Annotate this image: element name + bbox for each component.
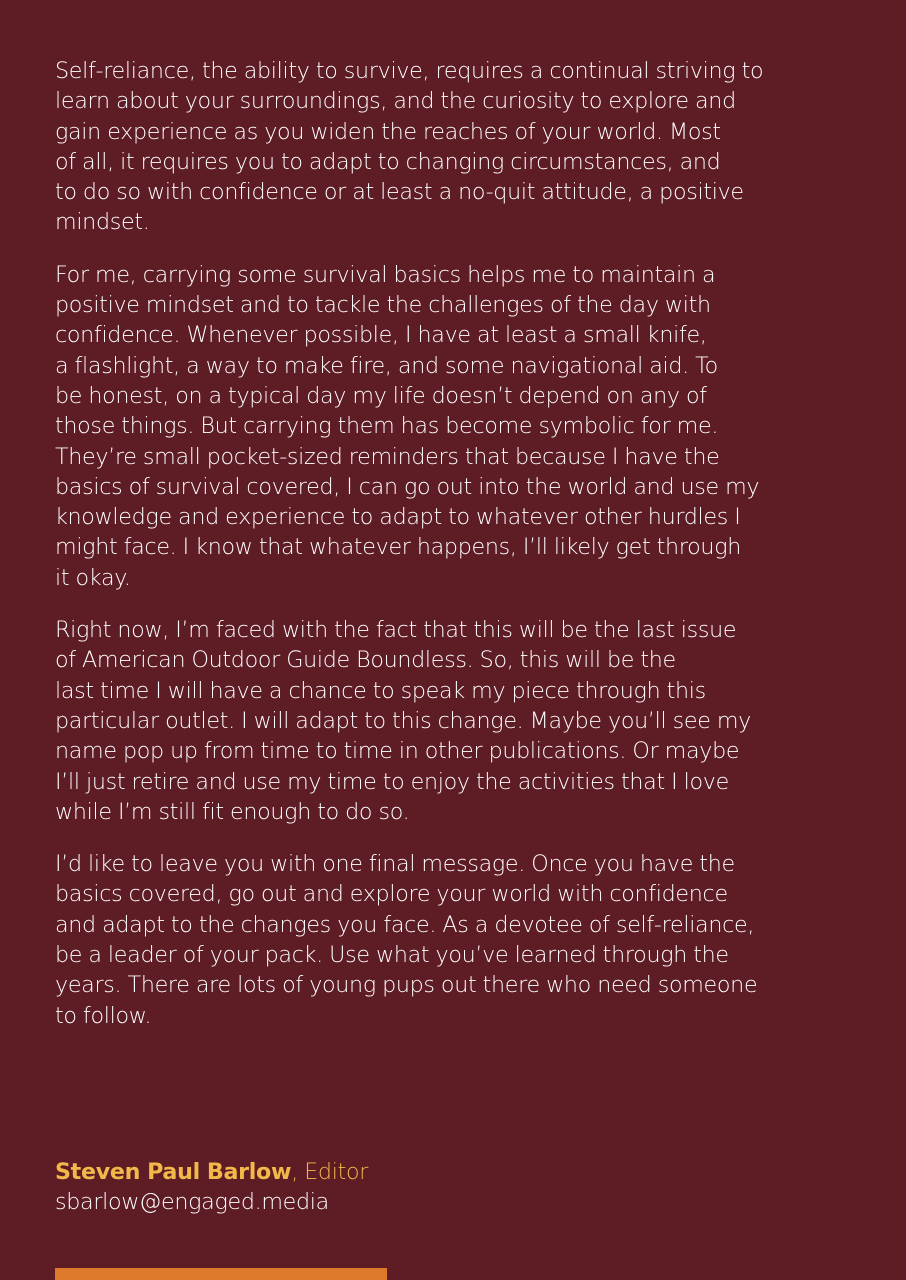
paragraph-line: of American Outdoor Guide Boundless. So, this will be the bbox=[55, 647, 676, 674]
footer-accent-bar bbox=[55, 1268, 387, 1280]
paragraph-line: to do so with confidence or at least a no-quit attitude, a positive bbox=[55, 179, 744, 206]
paragraph-line: while I’m still fit enough to do so. bbox=[55, 798, 410, 825]
editor-signature bbox=[55, 1157, 655, 1218]
paragraph-line: gain experience as you widen the reaches of your world. Most bbox=[55, 118, 721, 145]
paragraph-line: to follow. bbox=[55, 1002, 152, 1029]
paragraph-line: mindset. bbox=[55, 209, 150, 236]
editor-email: sbarlow@engaged.media bbox=[55, 1189, 329, 1216]
paragraph-line: learn about your surroundings, and the curiosity to explore and bbox=[55, 88, 736, 115]
paragraph-line: be honest, on a typical day my life doesn’t depend on any of bbox=[55, 382, 707, 409]
paragraph-line: of all, it requires you to adapt to changing circumstances, and bbox=[55, 148, 721, 175]
paragraph-line: Self-reliance, the ability to survive, requires a continual striving to bbox=[55, 58, 764, 84]
paragraph-line: positive mindset and to tackle the challenges of the day with bbox=[55, 292, 711, 319]
paragraph-line: basics covered, go out and explore your world with confidence bbox=[55, 881, 728, 908]
paragraph-line: years. There are lots of young pups out there who need someone bbox=[55, 972, 758, 999]
paragraph-line: and adapt to the changes you face. As a devotee of self-reliance, bbox=[55, 911, 755, 938]
paragraph-line: For me, carrying some survival basics helps me to maintain a bbox=[55, 261, 716, 288]
paragraph-line: might face. I know that whatever happens, I’ll likely get through bbox=[55, 534, 741, 561]
paragraph-line: They’re small pocket-sized reminders that because I have the bbox=[55, 443, 720, 470]
article-body bbox=[55, 56, 855, 1053]
paragraph-line: Right now, I’m faced with the fact that this will be the last issue bbox=[55, 617, 737, 644]
paragraph-line: it okay. bbox=[55, 564, 131, 591]
paragraph-line: a flashlight, a way to make fire, and some navigational aid. To bbox=[55, 352, 718, 379]
editor-name: Steven Paul Barlow bbox=[55, 1159, 292, 1185]
paragraph-line: those things. But carrying them has become symbolic for me. bbox=[55, 413, 719, 440]
paragraph-line: I’d like to leave you with one final message. Once you have the bbox=[55, 851, 735, 878]
paragraph-1 bbox=[55, 56, 855, 238]
paragraph-line: name pop up from time to time in other publications. Or maybe bbox=[55, 738, 740, 765]
paragraph-4 bbox=[55, 849, 855, 1031]
paragraph-line: knowledge and experience to adapt to whatever other hurdles I bbox=[55, 504, 741, 531]
paragraph-line: be a leader of your pack. Use what you’ve learned through the bbox=[55, 942, 729, 969]
paragraph-line: particular outlet. I will adapt to this change. Maybe you’ll see my bbox=[55, 707, 751, 734]
paragraph-line: confidence. Whenever possible, I have at least a small knife, bbox=[55, 322, 707, 349]
paragraph-line: basics of survival covered, I can go out into the world and use my bbox=[55, 473, 760, 500]
paragraph-line: last time I will have a chance to speak my piece through this bbox=[55, 677, 706, 704]
paragraph-3 bbox=[55, 615, 855, 827]
paragraph-2 bbox=[55, 260, 855, 593]
editor-role: , Editor bbox=[291, 1159, 369, 1185]
paragraph-line: I’ll just retire and use my time to enjoy the activities that I love bbox=[55, 768, 729, 795]
